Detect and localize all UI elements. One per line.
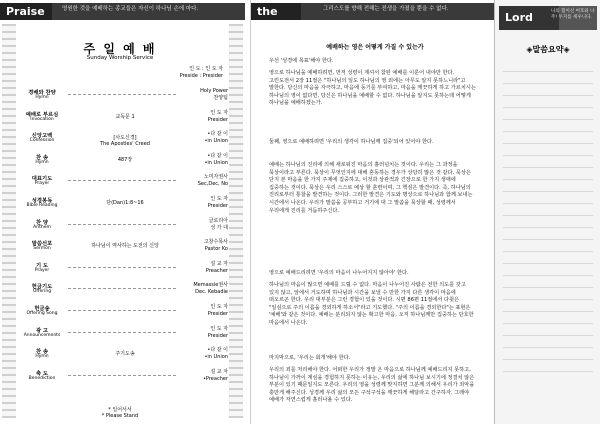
- service-row: [20, 216, 228, 236]
- row-title-ko: 헌금기도: [31, 284, 53, 291]
- row-title-en: Invocation: [30, 116, 54, 122]
- row-title-en: Hymn: [35, 95, 49, 100]
- paragraph: 영으로 하나님을 예배하려면, 먼저 성령이 계셔서 참된 예배를 이룬어 내야만 한다. 고린도전서 2장 11절은 "하나님의 일도 하나님의 영 외에는 아무도 알지 못하느니라"고 말한다. 당신의 마음을 자극하고, 마음에 동기를 부여하고, 마음을 깨끗하게 하고 가르치시는 하나님의 영이 없다면, 당신은 하나님을 예배할 수 없다. 하나님을 알지도 못하는데 어떻게 하나님을 예배하겠는가.: [269, 70, 476, 107]
- row-title-ko: 광 고: [35, 327, 49, 334]
- row-leader: •다 같 이 •in Union: [204, 131, 228, 145]
- leader-line: [68, 180, 176, 181]
- row-title-en: Offering Song: [26, 311, 58, 316]
- row-content: [사도신경] The Apostles' Creed: [100, 135, 150, 148]
- row-title-en: Prayer: [34, 267, 50, 273]
- row-title-ko: 말씀선포: [31, 241, 53, 248]
- row-title-ko: 찬 양: [35, 219, 49, 226]
- presider-credit: [180, 66, 223, 80]
- row-leader: 글로리아 성 가 대: [208, 217, 228, 231]
- leader-line: [68, 224, 176, 225]
- presider-en: Preside : Presider: [179, 73, 223, 79]
- row-title-ko: 예배로 부르심: [25, 111, 59, 118]
- order-of-service-panel: [0, 0, 245, 424]
- paragraph: 둘째, 영으로 예배하려면 '우리의 생각이 하나님께 집중'되어 있어야 한다.: [269, 139, 434, 145]
- leader-line: [68, 332, 176, 333]
- row-title-en: Prayer: [34, 181, 50, 187]
- row-leader: 인 도 자 Presider: [207, 304, 228, 317]
- stand-note: [80, 407, 160, 419]
- paragraph: 우선 '성경에 목표'해야 한다.: [269, 58, 334, 64]
- lord-banner: [499, 6, 597, 30]
- row-leader: 인 도 자 Presider: [207, 109, 228, 123]
- sermon-panel: [250, 0, 494, 424]
- presider-ko: 인 도 : 인 도 자: [189, 66, 223, 72]
- service-row: [20, 324, 228, 344]
- row-title-en: Offering: [32, 289, 52, 295]
- the-banner: [251, 3, 494, 20]
- service-row: [20, 367, 228, 387]
- row-title-en: Benediction: [28, 375, 56, 381]
- row-leader: 설 교 자 •Preacher: [202, 368, 228, 382]
- banner-verse: 나의 힘이신 여호와 나 주! 두지를 세우니다.: [551, 9, 595, 20]
- row-title-ko: 대표기도: [31, 176, 53, 183]
- service-row: [20, 345, 228, 365]
- row-leader: 인 도 자 Presider: [207, 325, 228, 339]
- service-row: [20, 129, 228, 149]
- service-row: [20, 237, 228, 257]
- paragraph: 하나님의 마음이 많으면 예배를 드릴 수 없다. 마음이 나누어진 사람은 전한 의도를 갖고 있지 않고, 앞에서 거도하며 하나님과 시간을 보낼 수 만한 가지 다른 생각이 마음에 떠오르곤 한다. 우리 대부분은 그런 경험이 있을 것이다. 시편 86편 11절에서 다윗은 "일심으로 주의 이름을 경외하게 하소서"라고 기도했다. "주의 이름을 경외한다"는 표현은 '예배'와 같은 것이다. 예배는 분리되지 않는 확고한 마음, 오직 하나님께만 집중하는 단호한 마음에서 나온다.: [269, 282, 474, 326]
- row-title-ko: 찬 송: [35, 154, 49, 161]
- row-title-en: Bible Reading: [26, 203, 58, 208]
- row-title-en: Hymn: [35, 354, 49, 360]
- service-subtitle: Sunday Worship Service: [86, 55, 154, 61]
- row-leader: Holy Power 찬양팀: [200, 88, 228, 101]
- row-title-ko: 축 도: [35, 370, 49, 377]
- row-content: 교독문 1: [115, 113, 135, 120]
- banner-tag: the: [251, 3, 301, 20]
- leader-line: [68, 310, 176, 311]
- paragraph: 마지막으로, '우리는 회개'해야 한다.: [269, 355, 351, 361]
- row-content: 단(Dan)1:8~16: [106, 200, 144, 206]
- service-row: [20, 172, 228, 192]
- banner-verse: 영원한 것을 예배하는 종교들은 자신이 하나님 손에 마다.: [62, 6, 199, 12]
- service-row: [20, 108, 228, 128]
- row-content: 주기도송: [115, 351, 135, 358]
- service-title: 주 일 예 배: [83, 42, 157, 56]
- row-content: 487장: [117, 156, 133, 163]
- row-title-ko: 찬 송: [35, 349, 49, 356]
- row-leader: 설 교 자 Preacher: [205, 260, 228, 274]
- vine-border-left: [2, 24, 16, 418]
- row-leader: 노미자권사 Sec,Dec, No: [197, 174, 228, 188]
- row-title-ko: 경배와 찬양: [28, 90, 56, 96]
- row-leader: •다 같 이 •in Union: [204, 152, 228, 166]
- vine-border-right: [229, 24, 243, 418]
- stand-note-en: * Please Stand: [101, 413, 139, 419]
- row-leader: Memassie권사 Dec. Kebadie: [193, 282, 228, 296]
- service-row: [20, 151, 228, 171]
- row-leader: 인 도 자 Presider: [207, 196, 228, 209]
- stand-note-ko: * 일어서서: [108, 407, 132, 413]
- paragraph: 예배는 하나님의 진리에 의해 새로워진 마음의 흘러넘치는 것이다. 우리는 그 과정을 묵상이라고 부른다. 묵상이 무엇인지에 대해 혼동하는 경우가 상당히 많은 것 같다. 묵상은 단지 본 마음을 한 가지 주제에 집중하고, 이것과 상관적과 긴장으로 한 가지 생애에 집중하는 것이다. 묵상은 우리 스스로 예상 할 훈련이며, 그 핵심은 발견이다. 즉, 하나님의 진리로부터 통찰을 발견하는 것이다. 그러한 발견은 기도와 명상으로 하나님과 함께 보내는 시간에서 나온다. 우리가 말씀을 공부하고 거기에 대 그 말씀을 묵상할 때, 성령께서 우리에게 진리를 거듭하주신다.: [269, 162, 473, 214]
- banner-tag: Praise: [0, 3, 52, 20]
- row-content: 하나님이 역사하는 도전의 신앙: [91, 243, 159, 250]
- service-row: [20, 302, 228, 322]
- row-title-ko: 신앙고백: [31, 133, 53, 140]
- notes-title: ◈말씀요약◈: [526, 45, 570, 54]
- leader-line: [68, 375, 176, 376]
- service-row: [20, 86, 228, 106]
- service-row: [20, 259, 228, 279]
- row-leader: •다 같 이 •in Union: [204, 347, 228, 361]
- banner-verse: 그리스도를 향해 전해는 전생을 가졌을 뿐을 수 없다.: [323, 6, 449, 12]
- paragraph: 우리의 죄를 처리해야 한다. 어떠한 우리가 정말 온 마음으로 하나님께 예배드리지 못하고, 하나님이 가까이 계심을 경험하지 못하는 이유는, 우리의 삶에 하나님 보시기에 정결치 않은 부분이 있기 때문일지도 모른다. 우리의 영을 성령께 맞지하면 그분께 의해서 우리가 죄악을 충만게 해주신다. 성경께 우리 삶의 모든 구석구석을 깨끗하게 해달라고 간구하자. 그래야 예배가 자연스럽게 흘러나올 수 있다.: [269, 367, 475, 404]
- row-title-en: Announcements: [23, 332, 61, 338]
- service-row: [20, 280, 228, 300]
- row-title-ko: 헌금송: [34, 306, 50, 312]
- row-leader: 고창수목사 Pastor Ko: [203, 239, 228, 253]
- praise-banner: [0, 3, 245, 20]
- row-title-ko: 기 도: [35, 262, 49, 269]
- row-title-en: Confession: [29, 138, 55, 144]
- row-title-ko: 성경봉독: [31, 198, 53, 204]
- leader-line: [68, 267, 176, 268]
- paragraph: 영으로 예배드리려면 '우리의 마음이 나누어지지 않아야' 한다.: [269, 270, 409, 276]
- sermon-notes-panel: [494, 0, 600, 424]
- sermon-question: 예배하는 영은 어떻게 가질 수 있는가: [326, 44, 424, 51]
- row-title-en: Anthem: [33, 224, 51, 230]
- row-title-en: Sermon: [33, 246, 51, 252]
- leader-line: [68, 94, 176, 95]
- notes-lines: [503, 60, 593, 380]
- service-row: [20, 194, 228, 214]
- row-title-en: Hymn: [35, 159, 49, 165]
- leader-line: [68, 288, 176, 289]
- banner-tag: Lord: [499, 6, 559, 30]
